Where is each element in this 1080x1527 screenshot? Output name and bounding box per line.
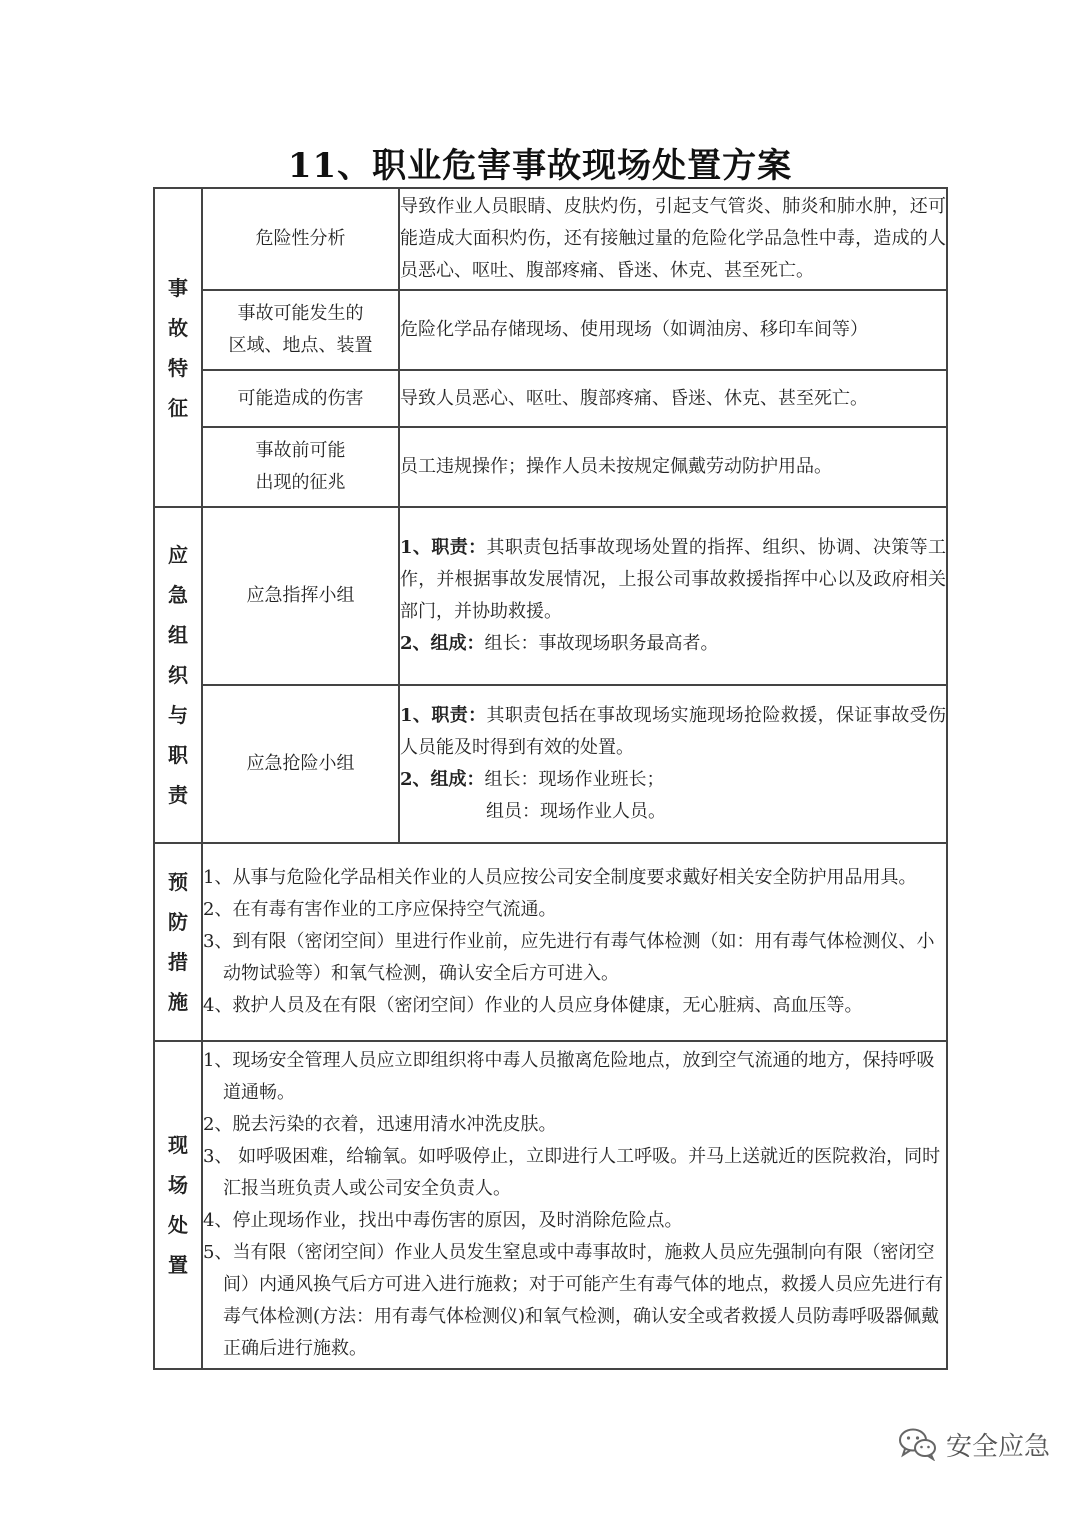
watermark bbox=[898, 1424, 1050, 1464]
row-label: 危险性分析 bbox=[202, 188, 399, 290]
row-content: 员工违规操作；操作人员未按规定佩戴劳动防护用品。 bbox=[399, 427, 947, 507]
row-label: 应急抢险小组 bbox=[202, 685, 399, 843]
list-item: 1、现场安全管理人员应立即组织将中毒人员撤离危险地点，放到空气流通的地方，保持呼吸道通畅。 bbox=[203, 1050, 935, 1103]
row-label: 事故前可能 出现的征兆 bbox=[202, 427, 399, 507]
watermark-text: 安全应急 bbox=[946, 1431, 1051, 1462]
rescue-group-content: 1、职责：其职责包括在事故现场实施现场抢险救援，保证事故受伤人员能及时得到有效的处置。 2、组成：组长：现场作业班长； 组员：现场作业人员。 bbox=[399, 685, 947, 843]
table-row bbox=[154, 843, 947, 1041]
table-row bbox=[154, 427, 947, 507]
list-item: 2、在有毒有害作业的工序应保持空气流通。 bbox=[203, 899, 557, 920]
row-label: 事故可能发生的 区域、地点、装置 bbox=[202, 290, 399, 370]
row-label: 应急指挥小组 bbox=[202, 507, 399, 685]
list-item: 3、到有限（密闭空间）里进行作业前，应先进行有毒气体检测（如：用有毒气体检测仪、小动物试验等）和氧气检测，确认安全后方可进入。 bbox=[203, 931, 935, 984]
category-prevention: 预 防 措 施 bbox=[154, 843, 202, 1041]
list-item: 5、当有限（密闭空间）作业人员发生窒息或中毒事故时，施救人员应先强制向有限（密闭空间）内通风换气后方可进入进行施救；对于可能产生有毒气体的地点，救援人员应先进行有毒气体检测(方法：用有毒气体检测仪)和氧气检测，确认安全或者救援人员防毒呼吸器佩戴正确后进行施救。 bbox=[203, 1242, 943, 1359]
category-onsite: 现 场 处 置 bbox=[154, 1041, 202, 1369]
table-row bbox=[154, 370, 947, 427]
list-item: 3、 如呼吸困难，给输氧。如呼吸停止，立即进行人工呼吸。并马上送就近的医院救治，同时汇报当班负责人或公司安全负责人。 bbox=[203, 1146, 941, 1199]
table-row bbox=[154, 507, 947, 685]
category-emergency-org: 应 急 组 织 与 职 责 bbox=[154, 507, 202, 843]
page-title: 11、职业危害事故现场处置方案 bbox=[287, 146, 793, 186]
row-content: 导致作业人员眼睛、皮肤灼伤，引起支气管炎、肺炎和肺水肿，还可能造成大面积灼伤，还有接触过量的危险化学品急性中毒，造成的人员恶心、呕吐、腹部疼痛、昏迷、休克、甚至死亡。 bbox=[399, 188, 947, 290]
list-item: 2、脱去污染的衣着，迅速用清水冲洗皮肤。 bbox=[203, 1114, 557, 1135]
list-item: 1、从事与危险化学品相关作业的人员应按公司安全制度要求戴好相关安全防护用品用具。 bbox=[203, 867, 917, 888]
category-accident-features: 事 故 特 征 bbox=[154, 188, 202, 507]
list-item: 4、救护人员及在有限（密闭空间）作业的人员应身体健康，无心脏病、高血压等。 bbox=[203, 995, 863, 1016]
table-row bbox=[154, 1041, 947, 1369]
command-group-content: 1、职责：其职责包括事故现场处置的指挥、组织、协调、决策等工作，并根据事故发展情况，上报公司事故救援指挥中心以及政府相关部门，并协助救援。 2、组成：组长：事故现场职务最高者。 bbox=[399, 507, 947, 685]
list-item: 4、停止现场作业，找出中毒伤害的原因，及时消除危险点。 bbox=[203, 1210, 683, 1231]
row-content: 危险化学品存储现场、使用现场（如调油房、移印车间等） bbox=[399, 290, 947, 370]
table-row bbox=[154, 290, 947, 370]
row-label: 可能造成的伤害 bbox=[202, 370, 399, 427]
row-content: 导致人员恶心、呕吐、腹部疼痛、昏迷、休克、甚至死亡。 bbox=[399, 370, 947, 427]
wechat-icon bbox=[898, 1427, 938, 1461]
plan-table bbox=[153, 187, 948, 1370]
prevention-content bbox=[202, 843, 947, 1041]
onsite-content bbox=[202, 1041, 947, 1369]
table-row bbox=[154, 685, 947, 843]
table-row bbox=[154, 188, 947, 290]
